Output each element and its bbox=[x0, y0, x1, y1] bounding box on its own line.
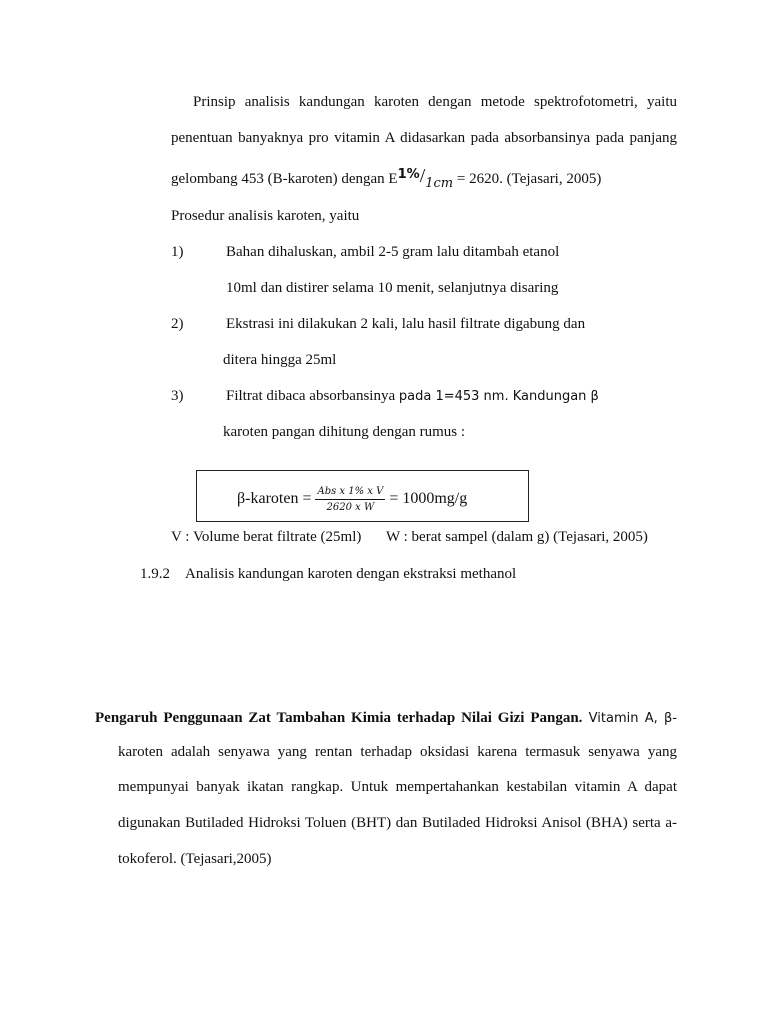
extinction-subscript: 1cm bbox=[425, 176, 454, 191]
step-3-line1 bbox=[226, 386, 599, 407]
step-3-line1-text: Filtrat dibaca absorbansinya bbox=[226, 388, 399, 404]
paragraph2-line2: karoten adalah senyawa yang rentan terhadap oksidasi karena termasuk senyawa yang bbox=[118, 744, 677, 760]
step-2-line2: ditera hingga 25ml bbox=[223, 352, 337, 368]
section-title: Analisis kandungan karoten dengan ekstraksi methanol bbox=[185, 566, 517, 582]
paragraph2-line1-tail: Vitamin A, β- bbox=[582, 711, 677, 726]
extinction-superscript: 1% bbox=[397, 167, 420, 182]
formula-lhs: β-karoten = bbox=[237, 490, 312, 508]
paragraph2-line5: tokoferol. (Tejasari,2005) bbox=[118, 851, 272, 867]
formula-denominator: 2620 x W bbox=[326, 502, 375, 513]
step-3-line1-tail: pada 1=453 nm. Kandungan β bbox=[398, 389, 599, 404]
step-1-line1: Bahan dihaluskan, ambil 2-5 gram lalu ditambah etanol bbox=[226, 244, 560, 260]
formula-numerator: Abs x 1% x V bbox=[315, 485, 385, 500]
paragraph2-bold-lead: Pengaruh Penggunaan Zat Tambahan Kimia terhadap Nilai Gizi Pangan. bbox=[95, 710, 583, 726]
paragraph1-line3 bbox=[171, 167, 601, 190]
formula-box bbox=[196, 470, 529, 522]
step-3-line2: karoten pangan dihitung dengan rumus : bbox=[223, 424, 466, 440]
formula-fraction bbox=[315, 485, 385, 514]
paragraph1-line3-text: gelombang 453 (B-karoten) dengan E bbox=[171, 171, 398, 187]
paragraph1-line1: Prinsip analisis kandungan karoten dengan metode spektrofotometri, yaitu bbox=[193, 94, 677, 110]
paragraph1-line2: penentuan banyaknya pro vitamin A didasarkan pada absorbansinya pada panjang bbox=[171, 130, 677, 146]
step-number: 2) bbox=[171, 316, 184, 332]
paragraph2-line3: mempunyai banyak ikatan rangkap. Untuk mempertahankan kestabilan vitamin A dapat bbox=[118, 779, 677, 795]
step-1-line2: 10ml dan distirer selama 10 menit, selanjutnya disaring bbox=[226, 280, 559, 296]
formula bbox=[237, 485, 467, 514]
procedure-intro: Prosedur analisis karoten, yaitu bbox=[171, 208, 360, 224]
formula-rhs: = 1000mg/g bbox=[389, 490, 468, 508]
legend-w: W : berat sampel (dalam g) (Tejasari, 2005) bbox=[386, 529, 648, 545]
step-number: 3) bbox=[171, 388, 184, 404]
section-number: 1.9.2 bbox=[140, 566, 170, 582]
extinction-slash: / bbox=[419, 165, 426, 187]
step-2-line1: Ekstrasi ini dilakukan 2 kali, lalu hasil filtrate digabung dan bbox=[226, 316, 586, 332]
paragraph2-line4: digunakan Butiladed Hidroksi Toluen (BHT) dan Butiladed Hidroksi Anisol (BHA) serta a- bbox=[118, 815, 677, 831]
legend-v: V : Volume berat filtrate (25ml) bbox=[171, 529, 362, 545]
step-number: 1) bbox=[171, 244, 184, 260]
paragraph1-line3-tail: = 2620. (Tejasari, 2005) bbox=[453, 171, 602, 187]
paragraph2-line1 bbox=[95, 708, 677, 729]
